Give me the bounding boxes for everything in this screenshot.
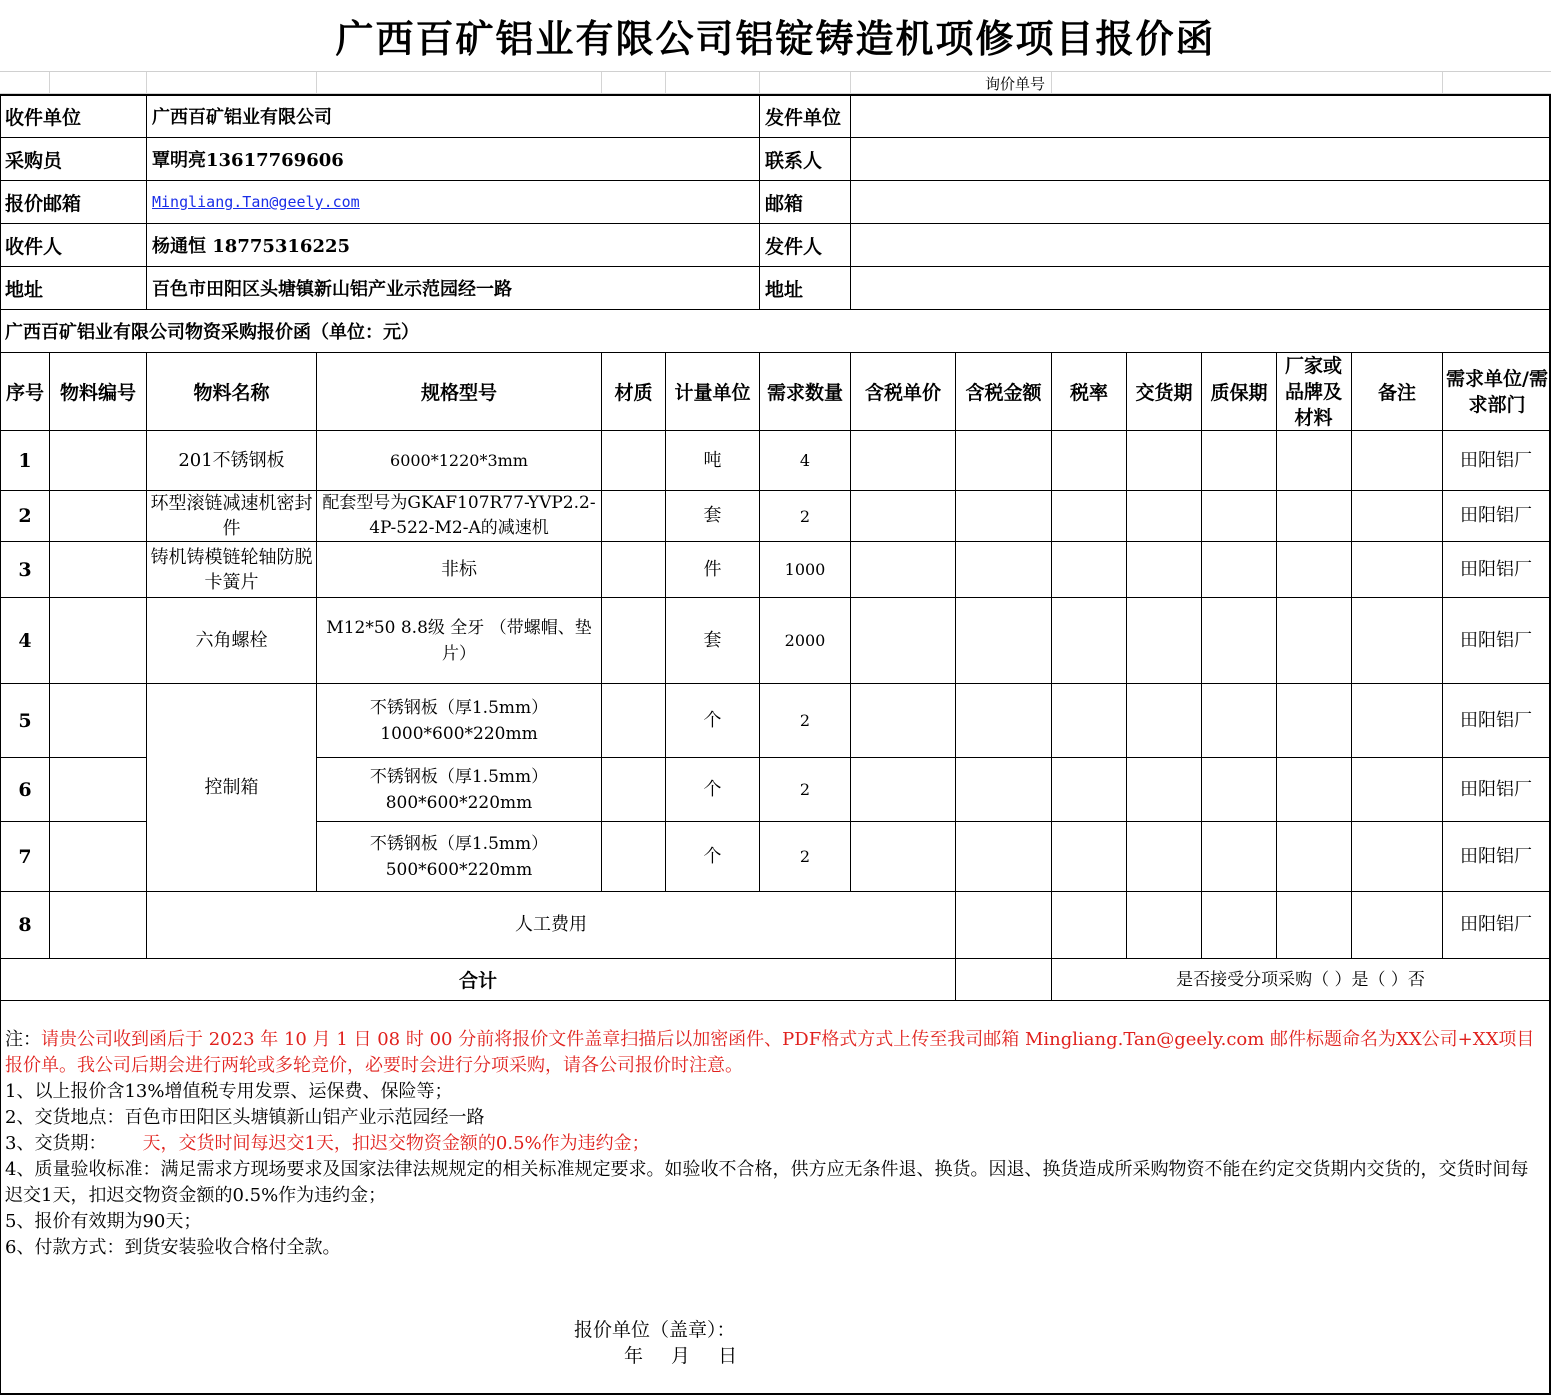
- row-7-unit: 个: [703, 845, 722, 867]
- buyer-label: 采购员: [5, 149, 63, 172]
- row-2-no: 2: [18, 505, 32, 527]
- row-4-no: 4: [18, 629, 32, 652]
- inquiry-number-label: 询价单号: [984, 74, 1045, 93]
- row-3-dept: 田阳铝厂: [1460, 558, 1532, 580]
- sender-address-value[interactable]: [851, 267, 1549, 309]
- quote-email-link[interactable]: Mingliang.Tan@geely.com: [152, 193, 360, 211]
- row-6-unit: 个: [703, 778, 722, 800]
- row-5-qty: 2: [799, 711, 811, 730]
- row-2-unit: 套: [703, 505, 722, 526]
- recipient-unit-label: 收件单位: [5, 106, 82, 129]
- row-6-no: 6: [18, 778, 32, 801]
- col-header-delivery: 交货期: [1135, 382, 1193, 404]
- note-item-6: 6、付款方式：到货安装验收合格付全款。: [5, 1237, 341, 1258]
- receiver-label: 收件人: [5, 235, 63, 258]
- row-2-spec: 配套型号为GKAF107R77-YVP2.2-4P-522-M2-A的减速机: [322, 493, 596, 538]
- quote-email-label: 报价邮箱: [5, 192, 82, 215]
- note-item-4: 4、质量验收标准：满足需求方现场要求及国家法律法规规定的相关标准规定要求。如验收不合格，供方应无条件退、换货。因退、换货造成所采购物资不能在约定交货期内交货的，交货时间每迟交1天，扣迟交物资金额的0.5%作为违约金；: [5, 1159, 1529, 1206]
- contact-label: 联系人: [765, 149, 823, 172]
- row-1-spec: 6000*1220*3mm: [390, 451, 528, 470]
- row-5-dept: 田阳铝厂: [1460, 709, 1532, 731]
- note-item-2: 2、交货地点：百色市田阳区头塘镇新山铝产业示范园经一路: [5, 1107, 485, 1128]
- sender-unit-label: 发件单位: [765, 106, 842, 129]
- col-header-qty: 需求数量: [766, 382, 843, 404]
- row-2-qty: 2: [799, 506, 811, 526]
- row-1-dept: 田阳铝厂: [1460, 449, 1532, 471]
- row-1-qty: 4: [799, 451, 811, 470]
- sender-address-label: 地址: [765, 278, 804, 301]
- recipient-unit-value: 广西百矿铝业有限公司: [152, 107, 332, 128]
- email-label: 邮箱: [765, 192, 804, 215]
- col-header-unit-price: 含税单价: [864, 382, 941, 404]
- notes-deadline: 请贵公司收到函后于 2023 年 10 月 1 日 08 时 00 分前将报价文件盖章扫描后以加密函件、PDF格式方式上传至我司邮箱 Mingliang.Tan@geely.com 邮件标题命名为XX公司+XX项目报价单。我公司后期会进行两轮或多轮竞价，必要时会进行分项采购，请各公司报价时注意。: [5, 1029, 1535, 1076]
- row-8-no: 8: [18, 914, 32, 936]
- email-value[interactable]: [851, 181, 1549, 223]
- col-header-remark: 备注: [1377, 382, 1416, 404]
- notes-block: [5, 1027, 1545, 1261]
- row-4-dept: 田阳铝厂: [1460, 629, 1532, 651]
- row-3-name: 铸机铸模链轮轴防脱卡簧片: [150, 546, 313, 593]
- row-3-no: 3: [18, 558, 32, 581]
- row-1-name: 201不锈钢板: [178, 449, 285, 471]
- note-item-5: 5、报价有效期为90天；: [5, 1211, 202, 1232]
- contact-value[interactable]: [851, 138, 1549, 180]
- row-5-spec: 不锈钢板（厚1.5mm）1000*600*220mm: [369, 697, 549, 744]
- row-4-qty: 2000: [784, 631, 826, 650]
- col-header-brand: 厂家或品牌及材料: [1284, 354, 1342, 429]
- row-2-dept: 田阳铝厂: [1460, 505, 1532, 526]
- col-header-amount: 含税金额: [965, 382, 1042, 404]
- note-item-3-penalty: 天，交货时间每迟交1天，扣迟交物资金额的0.5%作为违约金；: [142, 1133, 650, 1154]
- signature-date: 年 月 日: [624, 1345, 738, 1367]
- rows-5-7-name: 控制箱: [204, 776, 259, 798]
- row-4-name: 六角螺栓: [195, 629, 268, 651]
- buyer-value: 覃明亮13617769606: [152, 150, 344, 171]
- row-3-qty: 1000: [784, 560, 826, 579]
- row-7-spec: 不锈钢板（厚1.5mm）500*600*220mm: [369, 833, 549, 880]
- split-purchase-option[interactable]: 是否接受分项采购（ ）是（ ）否: [1176, 969, 1425, 990]
- col-header-material: 材质: [614, 382, 653, 404]
- row-5-unit: 个: [703, 709, 722, 731]
- receiver-value: 杨通恒 18775316225: [152, 236, 351, 257]
- col-header-warranty: 质保期: [1210, 382, 1268, 404]
- row-6-qty: 2: [799, 780, 811, 799]
- col-header-unit: 计量单位: [674, 382, 751, 404]
- row-7-qty: 2: [799, 847, 811, 866]
- total-label: 合计: [458, 970, 497, 992]
- section-title: 广西百矿铝业有限公司物资采购报价函（单位：元）: [5, 322, 419, 343]
- row-8-name: 人工费用: [515, 914, 587, 935]
- note-item-3-prefix: 3、交货期：: [5, 1133, 107, 1154]
- row-3-unit: 件: [703, 558, 722, 580]
- sender-value[interactable]: [851, 224, 1549, 266]
- total-amount[interactable]: [956, 959, 1051, 1000]
- col-header-material-name: 物料名称: [193, 382, 270, 404]
- col-header-dept: 需求单位/需求部门: [1446, 367, 1548, 416]
- row-5-no: 5: [18, 709, 32, 732]
- address-label: 地址: [5, 278, 44, 301]
- row-6-dept: 田阳铝厂: [1460, 778, 1532, 800]
- row-3-spec: 非标: [441, 558, 477, 580]
- page-title: 广西百矿铝业有限公司铝锭铸造机项修项目报价函: [0, 0, 1551, 72]
- row-7-no: 7: [18, 845, 32, 868]
- row-8-dept: 田阳铝厂: [1460, 914, 1532, 935]
- note-item-1: 1、以上报价含13%增值税专用发票、运保费、保险等；: [5, 1081, 453, 1102]
- notes-prefix: 注：: [5, 1029, 41, 1050]
- quote-unit-stamp-label: 报价单位（盖章）：: [574, 1319, 736, 1341]
- col-header-no: 序号: [5, 382, 44, 404]
- col-header-tax-rate: 税率: [1069, 382, 1108, 404]
- col-header-material-code: 物料编号: [59, 382, 136, 404]
- sender-unit-value[interactable]: [851, 95, 1549, 137]
- row-6-spec: 不锈钢板（厚1.5mm）800*600*220mm: [369, 766, 549, 813]
- row-7-dept: 田阳铝厂: [1460, 845, 1532, 867]
- row-4-unit: 套: [703, 629, 722, 651]
- row-1-no: 1: [18, 449, 32, 472]
- row-2-name: 环型滚链减速机密封件: [150, 493, 313, 539]
- sender-label: 发件人: [765, 235, 823, 258]
- row-4-spec: M12*50 8.8级 全牙 （带螺帽、垫片）: [326, 617, 592, 664]
- col-header-spec: 规格型号: [420, 382, 497, 404]
- row-1-unit: 吨: [703, 449, 722, 471]
- address-value: 百色市田阳区头塘镇新山铝产业示范园经一路: [152, 279, 512, 300]
